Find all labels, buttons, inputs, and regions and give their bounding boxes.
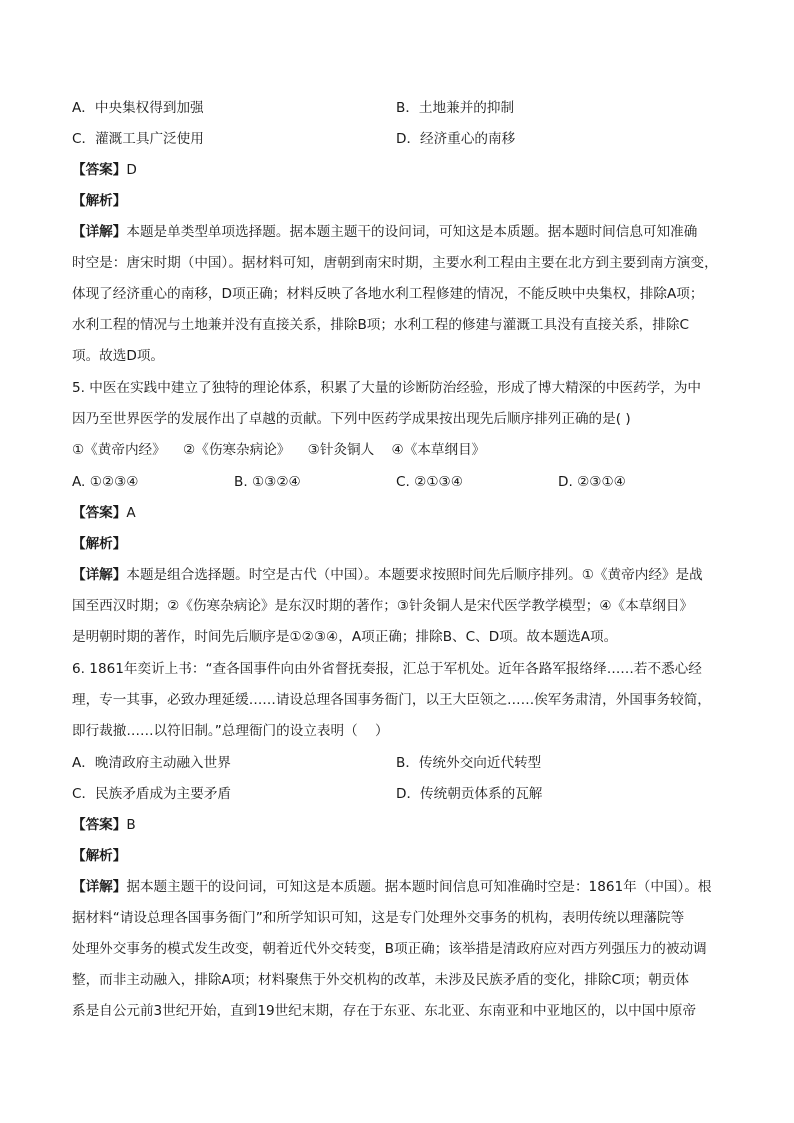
q5-analysis-label: 【解析】	[72, 536, 127, 552]
q4-detail-line: 体现了经济重心的南移，D项正确；材料反映了各地水利工程修建的情况，不能反映中央集权，排除A项；	[72, 286, 704, 302]
q5-detail-line: 【详解】本题是组合选择题。时空是古代（中国）。本题要求按照时间先后顺序排列。①《黄帝内经》是战	[72, 567, 703, 583]
q5-option-c: C. ②①③④	[396, 474, 463, 490]
q4-detail-line: 【详解】本题是单类型单项选择题。据本题主题干的设问词，可知这是本质题。据本题时间信息可知准确	[72, 224, 698, 240]
answer-label: 【答案】	[72, 505, 127, 521]
q4-analysis-label: 【解析】	[72, 193, 127, 209]
q5-items: ①《黄帝内经》 ②《伤寒杂病论》 ③针灸铜人 ④《本草纲目》	[72, 442, 486, 458]
answer-label: 【答案】	[72, 162, 127, 178]
q5-detail-line: 是明朝时期的著作，时间先后顺序是①②③④，A项正确；排除B、C、D项。故本题选A项。	[72, 629, 618, 645]
answer-value: A	[126, 505, 136, 521]
q6-option-c: C．民族矛盾成为主要矛盾	[72, 786, 232, 802]
q6-stem: 即行裁撤……以符旧制。”总理衙门的设立表明（ ）	[72, 723, 389, 739]
q5-option-d: D. ②③①④	[558, 474, 626, 490]
q6-detail-line: 整，而非主动融入，排除A项；材料聚焦于外交机构的改革，未涉及民族矛盾的变化，排除C项；朝贡体	[72, 972, 689, 988]
q6-answer	[72, 815, 722, 835]
q5-option-a: A. ①②③④	[72, 474, 139, 490]
q6-stem: 理，专一其事，必致办理延缓……请设总理各国事务衙门，以王大臣领之……俟军务肃清，外国事务较简，	[72, 692, 711, 708]
q6-option-d: D．传统朝贡体系的瓦解	[396, 786, 543, 802]
answer-value: B	[126, 817, 136, 833]
q4-option-b: B．土地兼并的抑制	[396, 100, 515, 116]
q5-detail-line: 国至西汉时期；②《伤寒杂病论》是东汉时期的著作；③针灸铜人是宋代医学教学模型；④《本草纲目》	[72, 598, 694, 614]
q4-option-c: C．灌溉工具广泛使用	[72, 131, 204, 147]
q6-option-b: B．传统外交向近代转型	[396, 755, 542, 771]
answer-value: D	[126, 162, 137, 178]
q4-option-a: A．中央集权得到加强	[72, 100, 204, 116]
q4-option-d: D．经济重心的南移	[396, 131, 516, 147]
detail-label: 【详解】	[72, 567, 127, 583]
q6-detail-line: 系是自公元前3世纪开始，直到19世纪末期，存在于东亚、东北亚、东南亚和中亚地区的，以中国中原帝	[72, 1003, 697, 1019]
q5-answer	[72, 503, 722, 523]
q5-stem: 因乃至世界医学的发展作出了卓越的贡献。下列中医药学成果按出现先后顺序排列正确的是( )	[72, 411, 631, 427]
q4-detail-line: 时空是：唐宋时期（中国）。据材料可知，唐朝到南宋时期，主要水利工程由主要在北方到主要到南方演变，	[72, 255, 718, 271]
q4-detail-line: 水利工程的情况与土地兼并没有直接关系，排除B项；水利工程的修建与灌溉工具没有直接关系，排除C	[72, 317, 689, 333]
q4-answer	[72, 160, 722, 180]
q4-detail-line: 项。故选D项。	[72, 348, 165, 364]
q6-detail-line: 处理外交事务的模式发生改变，朝着近代外交转变，B项正确；该举措是清政府应对西方列强压力的被动调	[72, 941, 707, 957]
detail-label: 【详解】	[72, 224, 127, 240]
detail-label: 【详解】	[72, 879, 127, 895]
q5-option-b: B. ①③②④	[234, 474, 301, 490]
q5-stem: 5. 中医在实践中建立了独特的理论体系，积累了大量的诊断防治经验，形成了博大精深的中医药学，为中	[72, 380, 702, 396]
answer-label: 【答案】	[72, 817, 127, 833]
q6-detail-line: 据材料“请设总理各国事务衙门”和所学知识可知，这是专门处理外交事务的机构，表明传统以理藩院等	[72, 910, 685, 926]
q6-stem: 6. 1861年奕䜣上书：“查各国事件向由外省督抚奏报，汇总于军机处。近年各路军报络绎……若不悉心经	[72, 661, 702, 677]
q6-option-a: A．晚清政府主动融入世界	[72, 755, 231, 771]
q6-analysis-label: 【解析】	[72, 848, 127, 864]
q6-detail-line: 【详解】据本题主题干的设问词，可知这是本质题。据本题时间信息可知准确时空是：1861年（中国）。根	[72, 879, 712, 895]
